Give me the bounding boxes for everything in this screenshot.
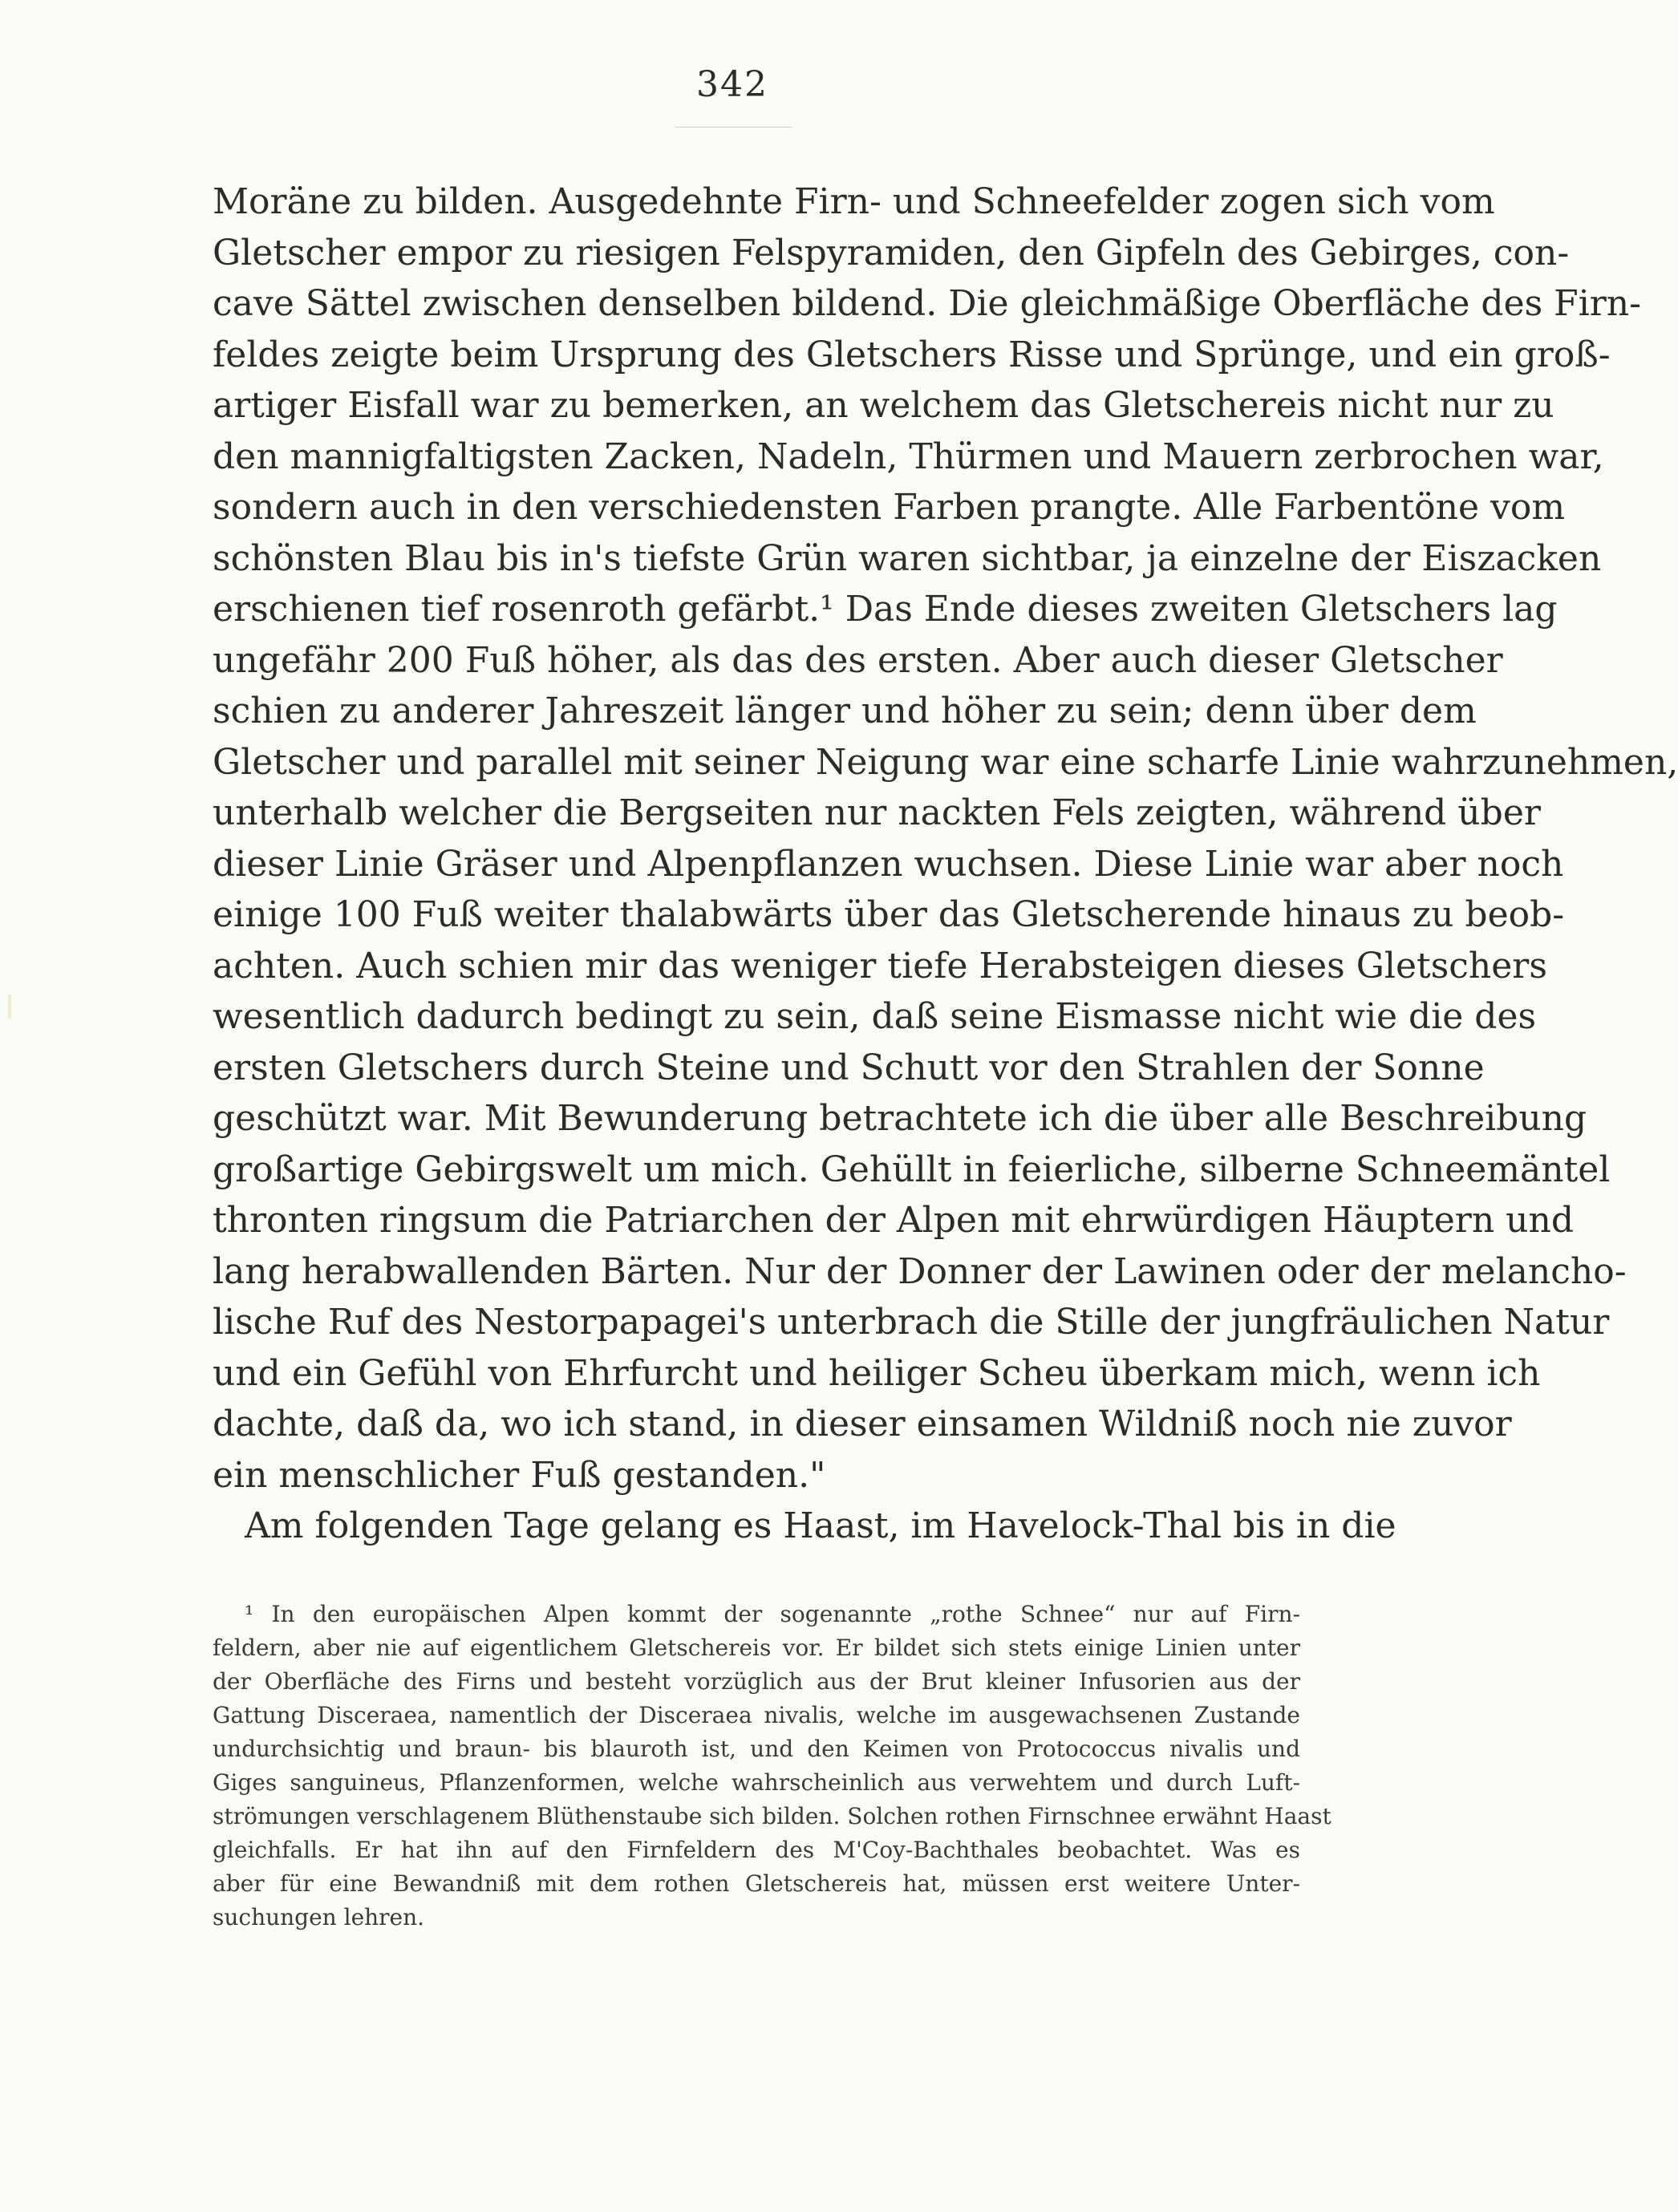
body-line: thronten ringsum die Patriarchen der Alpen mit ehrwürdigen Häuptern und (213, 1200, 1574, 1241)
footnote-line: der Oberfläche des Firns und besteht vorzüglich aus der Brut kleiner Infusorien aus der (213, 1668, 1300, 1695)
body-line: Moräne zu bilden. Ausgedehnte Firn- und Schneefelder zogen sich vom (213, 181, 1495, 222)
footnote-line: Gattung Disceraea, namentlich der Disceraea nivalis, welche im ausgewachsenen Zustande (213, 1702, 1300, 1728)
body-line: geschützt war. Mit Bewunderung betrachtete ich die über alle Beschreibung (213, 1098, 1587, 1139)
body-line: unterhalb welcher die Bergseiten nur nackten Fels zeigten, während über (213, 792, 1541, 833)
footnote-line: strömungen verschlagenem Blüthenstaube sich bilden. Solchen rothen Firnschnee erwähnt Haast (213, 1803, 1331, 1829)
footnote-line: aber für eine Bewandniß mit dem rothen Gletschereis hat, müssen erst weitere Unter- (213, 1870, 1300, 1897)
footnote-line: gleichfalls. Er hat ihn auf den Firnfeldern des M'Coy-Bachthales beobachtet. Was es (213, 1837, 1300, 1863)
footnote-line: undurchsichtig und braun- bis blauroth ist, und den Keimen von Protococcus nivalis und (213, 1736, 1300, 1762)
body-line: cave Sättel zwischen denselben bildend. Die gleichmäßige Oberfläche des Firn- (213, 283, 1642, 324)
body-line: ein menschlicher Fuß gestanden." (213, 1454, 826, 1496)
footnote-line: ¹ In den europäischen Alpen kommt der sogenannte „rothe Schnee“ nur auf Firn- (245, 1601, 1300, 1627)
body-line: dachte, daß da, wo ich stand, in dieser einsamen Wildniß noch nie zuvor (213, 1404, 1512, 1444)
footnote-line: feldern, aber nie auf eigentlichem Gletschereis vor. Er bildet sich stets einige Linien unter (213, 1635, 1300, 1661)
body-line: Gletscher empor zu riesigen Felspyramiden, den Gipfeln des Gebirges, con- (213, 232, 1570, 273)
body-line: erschienen tief rosenroth gefärbt.¹ Das Ende dieses zweiten Gletschers lag (213, 589, 1558, 630)
body-line: einige 100 Fuß weiter thalabwärts über das Gletscherende hinaus zu beob- (213, 894, 1565, 935)
body-line: schönsten Blau bis in's tiefste Grün waren sichtbar, ja einzelne der Eiszacken (213, 537, 1602, 579)
body-line: Am folgenden Tage gelang es Haast, im Havelock-Thal bis in die (245, 1505, 1396, 1546)
body-line: ersten Gletschers durch Steine und Schutt vor den Strahlen der Sonne (213, 1047, 1485, 1088)
footnote-line: suchungen lehren. (213, 1904, 425, 1930)
body-line: den mannigfaltigsten Zacken, Nadeln, Thürmen und Mauern zerbrochen war, (213, 436, 1604, 477)
body-line: wesentlich dadurch bedingt zu sein, daß seine Eismasse nicht wie die des (213, 996, 1537, 1037)
body-line: lang herabwallenden Bärten. Nur der Donner der Lawinen oder der melancho- (213, 1250, 1627, 1292)
body-line: feldes zeigte beim Ursprung des Gletschers Risse und Sprünge, und ein groß- (213, 334, 1611, 375)
footnote (213, 1598, 1331, 1934)
body-line: dieser Linie Gräser und Alpenpflanzen wuchsen. Diese Linie war aber noch (213, 843, 1564, 885)
body-text (213, 176, 1678, 1552)
body-line: und ein Gefühl von Ehrfurcht und heiliger Scheu überkam mich, wenn ich (213, 1352, 1541, 1394)
footnote-line: Giges sanguineus, Pflanzenformen, welche wahrscheinlich aus verwehtem und durch Luft- (213, 1769, 1300, 1796)
body-line: lische Ruf des Nestorpapagei's unterbrach die Stille der jungfräulichen Natur (213, 1302, 1610, 1343)
body-line: schien zu anderer Jahreszeit länger und höher zu sein; denn über dem (213, 691, 1477, 731)
body-line: ungefähr 200 Fuß höher, als das des ersten. Aber auch dieser Gletscher (213, 639, 1503, 681)
body-line: Gletscher und parallel mit seiner Neigung war eine scharfe Linie wahrzunehmen, (213, 741, 1678, 783)
paper-stain (8, 995, 11, 1019)
body-line: achten. Auch schien mir das weniger tiefe Herabsteigen dieses Gletschers (213, 945, 1547, 986)
page-number: 342 (696, 64, 768, 105)
body-line: artiger Eisfall war zu bemerken, an welchem das Gletschereis nicht nur zu (213, 385, 1554, 426)
body-line: sondern auch in den verschiedensten Farben prangte. Alle Farbentöne vom (213, 487, 1566, 528)
header-rule (675, 127, 792, 128)
body-line: großartige Gebirgswelt um mich. Gehüllt in feierliche, silberne Schneemäntel (213, 1149, 1611, 1190)
